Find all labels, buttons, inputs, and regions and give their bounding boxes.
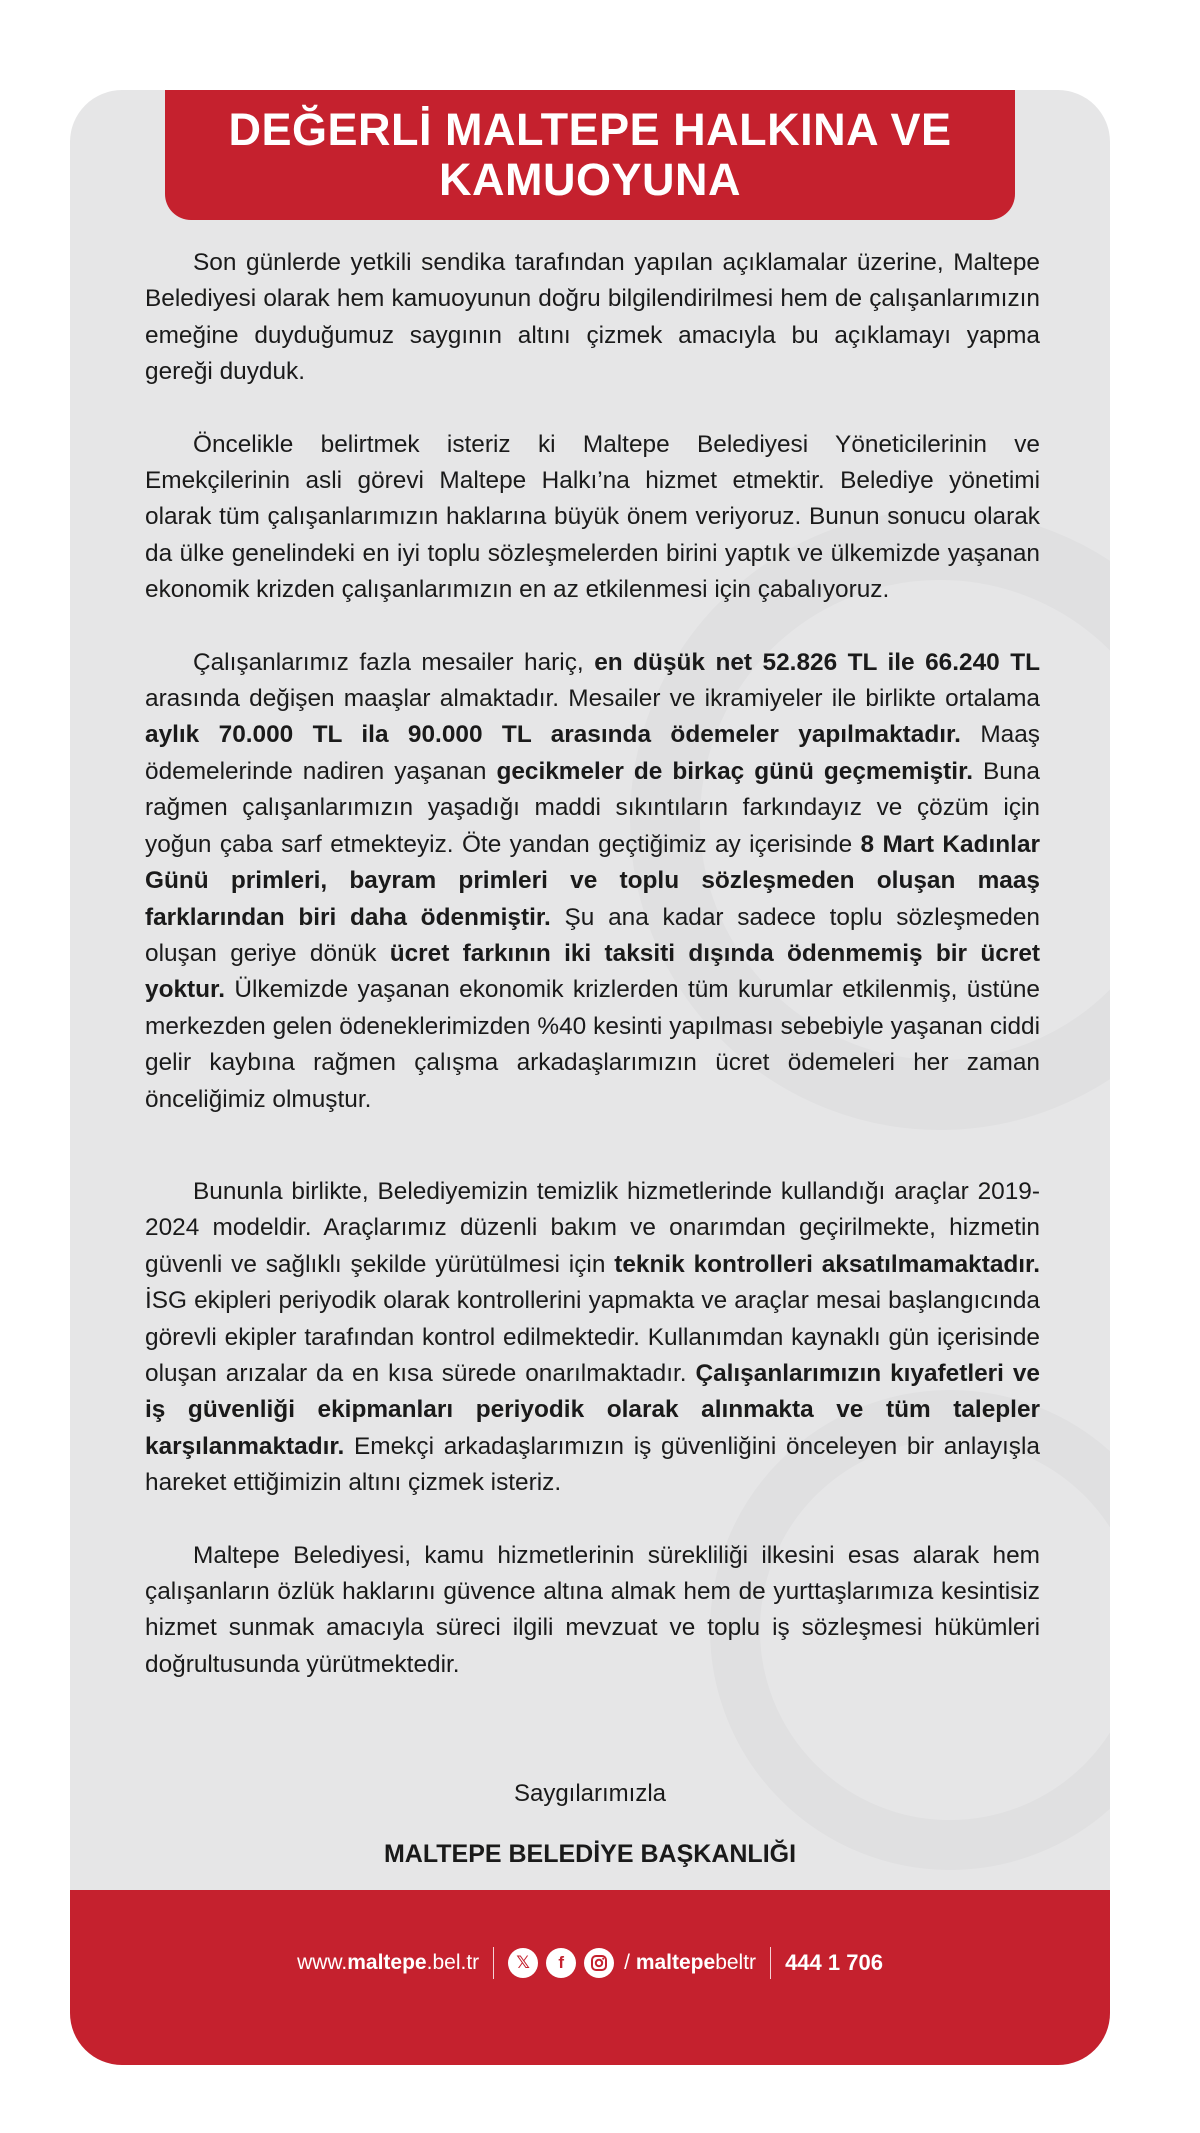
- p3-bold-unpaid: ücret farkının iki taksiti dışında ödenmemiş bir ücret yoktur.: [145, 939, 1041, 1004]
- p3-bold-salary-range: en düşük net 52.826 TL ile 66.240 TL: [594, 648, 1040, 676]
- website-bold: maltepe: [347, 1951, 427, 1974]
- paragraph-3: [145, 645, 1040, 1118]
- social-handle[interactable]: [624, 1951, 756, 1975]
- p3-bold-monthly-payments: aylık 70.000 TL ila 90.000 TL arasında ödemeler yapılmaktadır.: [145, 721, 961, 749]
- phone-number[interactable]: 444 1 706: [785, 1950, 883, 1975]
- p3-text-1: Çalışanlarımız fazla mesailer hariç,: [193, 648, 595, 676]
- website-suffix: .bel.tr: [426, 1951, 480, 1974]
- p3-text-4: Buna rağmen çalışanlarımızın yaşadığı maddi sıkıntıların farkındayız ve çözüm için yoğun çaba sarf etmekteyiz. Öte yandan geçtiğimiz ay içerisinde: [145, 757, 1040, 858]
- handle-prefix: /: [624, 1951, 636, 1974]
- p3-bold-bonuses: 8 Mart Kadınlar Günü primleri, bayram primleri ve toplu sözleşmeden oluşan maaş farklarından biri daha ödenmiştir.: [145, 830, 1041, 931]
- title-banner: [165, 90, 1015, 220]
- announcement-card: [70, 90, 1110, 2065]
- footer-contacts: [70, 1943, 1110, 1983]
- footer-bar: [70, 1890, 1110, 2065]
- website-prefix: www.: [297, 1951, 348, 1974]
- x-icon[interactable]: 𝕏: [508, 1948, 538, 1978]
- p4-text-2: İSG ekipleri periyodik olarak kontrollerini yapmakta ve araçlar mesai başlangıcında görevli ekipler tarafından kontrol edilmektedir. Kullanımdan kaynaklı gün içerisinde oluşan arızalar da en kısa sürede onarılmaktadır.: [145, 1287, 1040, 1387]
- footer-divider: [770, 1947, 771, 1979]
- greeting: Saygılarımızla: [513, 1780, 667, 1807]
- signature: MALTEPE BELEDİYE BAŞKANLIĞI: [383, 1840, 797, 1868]
- p4-text-3: Emekçi arkadaşlarımızın iş güvenliğini önceleyen bir anlayışla hareket ettiğimizin altını çizmek isteriz.: [145, 1432, 1040, 1497]
- instagram-glyph: [590, 1954, 608, 1972]
- website-link[interactable]: [297, 1951, 479, 1975]
- handle-bold: maltepe: [635, 1951, 716, 1974]
- footer-divider: [493, 1947, 494, 1979]
- p4-bold-equipment: Çalışanlarımızın kıyafetleri ve iş güvenliği ekipmanları periyodik olarak alınmakta ve tüm talepler karşılanmaktadır.: [145, 1359, 1040, 1460]
- facebook-icon[interactable]: f: [546, 1948, 576, 1978]
- paragraph-4: [145, 1174, 1040, 1502]
- paragraph-2: Öncelikle belirtmek isteriz ki Maltepe Belediyesi Yöneticilerinin ve Emekçilerinin asli görevi Maltepe Halkı’na hizmet etmektir. Belediye yönetimi olarak tüm çalışanlarımızın haklarına büyük önem veriyoruz. Bunun sonucu olarak da ülke genelindeki en iyi toplu sözleşmelerden birini yaptık ve ülkemizde yaşanan ekonomik krizden çalışanlarımızın en az etkilenmesi için çabalıyoruz.: [145, 430, 1040, 604]
- paragraph-5: Maltepe Belediyesi, kamu hizmetlerinin sürekliliği ilkesini esas alarak hem çalışanların özlük haklarını güvence altına almak hem de yurttaşlarımıza kesintisiz hizmet sunmak amacıyla süreci ilgili mevzuat ve toplu iş sözleşmesi hükümleri doğrultusunda yürütmektedir.: [145, 1541, 1040, 1678]
- title-line-1: DEĞERLİ MALTEPE HALKINA VE: [228, 104, 952, 155]
- p3-text-2: arasında değişen maaşlar almaktadır. Mesailer ve ikramiyeler ile birlikte ortalama: [145, 685, 1040, 713]
- statement-body: [145, 245, 1040, 1683]
- p4-text-1: Bununla birlikte, Belediyemizin temizlik hizmetlerinde kullandığı araçlar 2019-2024 modeldir. Araçlarımız düzenli bakım ve onarımdan geçirilmekte, hizmetin güvenli ve sağlıklı şekilde yürütülmesi için: [145, 1177, 1040, 1278]
- handle-suffix: beltr: [715, 1951, 757, 1974]
- paragraph-1: Son günlerde yetkili sendika tarafından yapılan açıklamalar üzerine, Maltepe Belediyesi olarak hem kamuoyunun doğru bilgilendirilmesi hem de çalışanlarımızın emeğine duyduğumuz saygının altını çizmek amacıyla bu açıklamayı yapma gereği duyduk.: [145, 249, 1040, 386]
- p3-text-3: Maaş ödemelerinde nadiren yaşanan: [145, 721, 1040, 785]
- p3-text-5: Şu ana kadar sadece toplu sözleşmeden oluşan geriye dönük: [145, 903, 1040, 967]
- title-line-2: KAMUOYUNA: [439, 154, 741, 205]
- p3-bold-delays: gecikmeler de birkaç günü geçmemiştir.: [496, 757, 974, 785]
- instagram-icon[interactable]: [584, 1948, 614, 1978]
- p4-bold-technical-controls: teknik kontrolleri aksatılmamaktadır.: [614, 1250, 1040, 1278]
- p3-text-6: Ülkemizde yaşanan ekonomik krizlerden tüm kurumlar etkilenmiş, üstüne merkezden gelen ödeneklerimizden %40 kesinti yapılması sebebiyle yaşanan ciddi gelir kaybına rağmen çalışma arkadaşlarımızın ücret ödemeleri her zaman önceliğimiz olmuştur.: [145, 976, 1040, 1113]
